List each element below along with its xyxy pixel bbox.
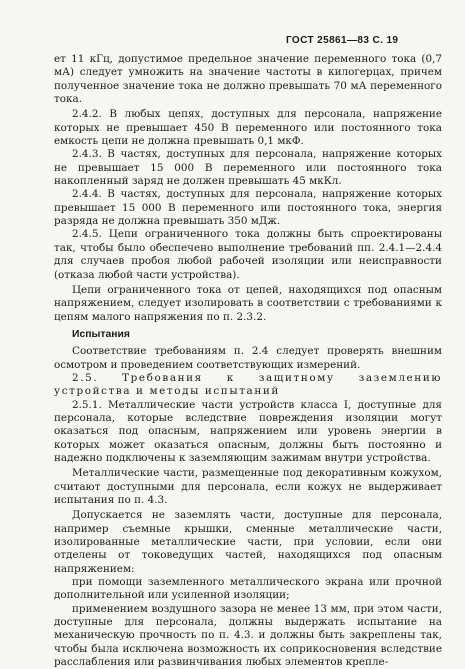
- paragraph-2-4-5: 2.4.5. Цепи ограниченного тока должны быть спроектированы так, чтобы было обеспечено выполнение требований пп. 2.4.1—2.4.4 для случаев пробоя любой рабочей изоляции или неисправности (отказа любой части устройства).: [54, 228, 442, 281]
- paragraph-grounding-exception: Допускается не заземлять части, доступные для персонала, например съемные крышки, сменные металлические части, изолированные металлические части, при условии, если они отделены от токоведущих частей, находящихся под опасным напряжением:: [54, 509, 442, 575]
- paragraph-air-gap: применением воздушного зазора не менее 13 мм, при этом части, доступные для персонала, должны выдержать испытание на механическую прочность по п. 4.3. и должны быть закреплены так, чтобы была исключена возможность их соприкосновения вследствие расслабления или развинчивания любых элементов крепле-: [54, 602, 442, 669]
- paragraph-2-4-2: 2.4.2. В любых цепях, доступных для персонала, напряжение которых не превышает 450 В переменного или постоянного тока емкость цепи не должна превышать 0,1 мкФ.: [54, 108, 442, 148]
- paragraph-compliance-check: Соответствие требованиям п. 2.4 следует проверять внешним осмотром и проведением соответствующих измерений.: [54, 345, 442, 371]
- paragraph-limited-current: Цепи ограниченного тока от цепей, находящихся под опасным напряжением, следует изолировать в соответствии с требованиями к цепям малого напряжения по п. 2.3.2.: [54, 283, 442, 323]
- paragraph-2-4-4: 2.4.4. В частях, доступных для персонала, напряжение которых превышает 15 000 В переменного или постоянного тока, энергия разряда не должна превышать 350 мДж.: [54, 188, 442, 228]
- section-heading-tests: Испытания: [72, 328, 130, 340]
- page-header: ГОСТ 25861—83 С. 19: [286, 35, 399, 46]
- paragraph-continuation: ет 11 кГц, допустимое предельное значение переменного тока (0,7 мА) следует умножить на значение частоты в килогерцах, причем полученное значение тока не должно превышать 70 мА переменного тока.: [54, 53, 442, 106]
- paragraph-2-5-1: 2.5.1. Металлические части устройств класса I, доступные для персонала, которые вследствие повреждения изоляции могут оказаться под опасным, напряжением или уровень энергии в которых может оказаться опасным, должны быть постоянно и надежно подключены к заземляющим зажимам внутри устройства.: [54, 398, 442, 464]
- paragraph-metal-screen: при помощи заземленного металлического экрана или прочной дополнительной или усиленной изоляции;: [54, 576, 442, 602]
- paragraph-2-4-3: 2.4.3. В частях, доступных для персонала, напряжение которых не превышает 15 000 В переменного или постоянного тока накопленный заряд не должен превышать 45 мкКл.: [54, 148, 442, 188]
- document-body: [54, 53, 442, 669]
- paragraph-2-5-title: 2.5. Требования к защитному заземлению устройства и методы испытаний: [54, 371, 442, 398]
- paragraph-decorative-cover: Металлические части, размещенные под декоративным кожухом, считают доступными для персонала, если кожух не выдерживает испытания по п. 4.3.: [54, 467, 442, 506]
